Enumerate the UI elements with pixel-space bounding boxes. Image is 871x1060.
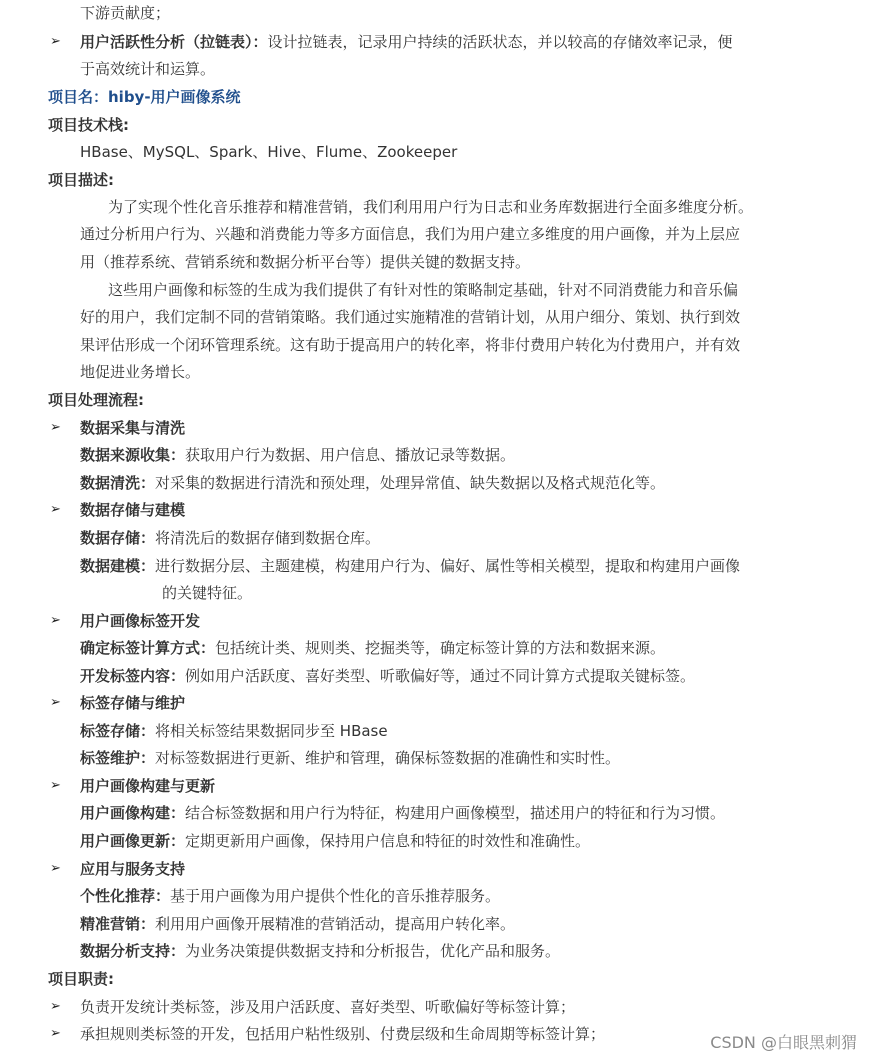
tech-stack-heading: 项目技术栈: bbox=[48, 116, 129, 134]
description-line: 果评估形成一个闭环管理系统。这有助于提高用户的转化率，将非付费用户转化为付费用户，并有效 bbox=[80, 336, 741, 354]
description-line: 好的用户，我们定制不同的营销策略。我们通过实施精准的营销计划，从用户细分、策划、执行到效 bbox=[80, 308, 741, 326]
process-item-label: 用户画像更新： bbox=[80, 832, 186, 850]
continuation-text: 下游贡献度； bbox=[80, 4, 171, 22]
process-item-label: 标签维护： bbox=[80, 749, 156, 767]
process-item-text: 对标签数据进行更新、维护和管理，确保标签数据的准确性和实时性。 bbox=[155, 749, 621, 767]
process-stage-title: 应用与服务支持 bbox=[80, 860, 186, 878]
bullet-arrow-icon: ➢ bbox=[50, 502, 61, 517]
process-item-text: 获取用户行为数据、用户信息、播放记录等数据。 bbox=[185, 446, 516, 464]
description-line: 用（推荐系统、营销系统和数据分析平台等）提供关键的数据支持。 bbox=[80, 253, 531, 271]
process-stage-title: 数据采集与清洗 bbox=[80, 419, 186, 437]
duty-item: 承担规则类标签的开发，包括用户粘性级别、付费层级和生命周期等标签计算； bbox=[80, 1025, 606, 1043]
process-item bbox=[80, 831, 590, 853]
process-item-label: 数据来源收集： bbox=[80, 446, 186, 464]
description-line: 这些用户画像和标签的生成为我们提供了有针对性的策略制定基础，针对不同消费能力和音乐偏 bbox=[108, 281, 739, 299]
process-item-text: 为业务决策提供数据支持和分析报告，优化产品和服务。 bbox=[185, 942, 561, 960]
process-item bbox=[80, 666, 695, 688]
process-heading: 项目处理流程: bbox=[48, 391, 144, 409]
bullet-arrow-icon: ➢ bbox=[50, 861, 61, 876]
bullet-arrow-icon: ➢ bbox=[50, 695, 61, 710]
process-item bbox=[80, 886, 500, 908]
bullet-arrow-icon: ➢ bbox=[50, 1026, 61, 1041]
process-item-label: 标签存储： bbox=[80, 722, 156, 740]
process-item-label: 用户画像构建： bbox=[80, 804, 186, 822]
activity-analysis-item bbox=[80, 32, 733, 54]
description-line: 地促进业务增长。 bbox=[80, 363, 201, 381]
process-item bbox=[80, 638, 665, 660]
duties-heading: 项目职责: bbox=[48, 970, 114, 988]
description-heading: 项目描述: bbox=[48, 171, 114, 189]
process-item-text: 利用用户画像开展精准的营销活动，提高用户转化率。 bbox=[155, 915, 516, 933]
process-item bbox=[80, 748, 620, 770]
bullet-arrow-icon: ➢ bbox=[50, 999, 61, 1014]
process-item-text: 进行数据分层、主题建模，构建用户行为、偏好、属性等相关模型，提取和构建用户画像 bbox=[155, 557, 741, 575]
bullet-arrow-icon: ➢ bbox=[50, 420, 61, 435]
process-item-label: 个性化推荐： bbox=[80, 887, 171, 905]
process-item-label: 精准营销： bbox=[80, 915, 156, 933]
process-item bbox=[80, 803, 725, 825]
process-item-text: 包括统计类、规则类、挖掘类等，确定标签计算的方法和数据来源。 bbox=[215, 639, 666, 657]
process-item-text: 例如用户活跃度、喜好类型、听歌偏好等，通过不同计算方式提取关键标签。 bbox=[185, 667, 696, 685]
bullet-arrow-icon: ➢ bbox=[50, 613, 61, 628]
process-item bbox=[80, 941, 560, 963]
process-item-label: 数据清洗： bbox=[80, 474, 156, 492]
process-item-text: 定期更新用户画像，保持用户信息和特征的时效性和准确性。 bbox=[185, 832, 591, 850]
process-item bbox=[80, 445, 515, 467]
process-item-label: 数据存储： bbox=[80, 529, 156, 547]
process-item bbox=[80, 528, 380, 550]
tech-stack-list: HBase、MySQL、Spark、Hive、Flume、Zookeeper bbox=[80, 143, 458, 161]
activity-text: 设计拉链表，记录用户持续的活跃状态，并以较高的存储效率记录，便 bbox=[267, 33, 733, 51]
csdn-watermark: CSDN @白眼黑刺猬 bbox=[710, 1033, 857, 1052]
process-stage-title: 用户画像标签开发 bbox=[80, 612, 201, 630]
project-name-heading: 项目名：hiby-用户画像系统 bbox=[48, 88, 241, 106]
process-item bbox=[80, 556, 740, 578]
description-line: 通过分析用户行为、兴趣和消费能力等多方面信息，我们为用户建立多维度的用户画像，并为上层应 bbox=[80, 225, 741, 243]
bullet-arrow-icon: ➢ bbox=[50, 34, 61, 49]
process-item-text: 对采集的数据进行清洗和预处理，处理异常值、缺失数据以及格式规范化等。 bbox=[155, 474, 666, 492]
process-item-text-cont: 的关键特征。 bbox=[162, 584, 253, 602]
process-item-label: 确定标签计算方式： bbox=[80, 639, 216, 657]
process-item-label: 开发标签内容： bbox=[80, 667, 186, 685]
bullet-arrow-icon: ➢ bbox=[50, 778, 61, 793]
process-item-text: 将清洗后的数据存储到数据仓库。 bbox=[155, 529, 381, 547]
duty-item: 负责开发统计类标签，涉及用户活跃度、喜好类型、听歌偏好等标签计算； bbox=[80, 998, 576, 1016]
process-item-text: 将相关标签结果数据同步至 HBase bbox=[155, 722, 388, 740]
description-line: 为了实现个性化音乐推荐和精准营销，我们利用用户行为日志和业务库数据进行全面多维度分析。 bbox=[108, 198, 754, 216]
process-item-label: 数据分析支持： bbox=[80, 942, 186, 960]
process-item-label: 数据建模： bbox=[80, 557, 156, 575]
process-stage-title: 用户画像构建与更新 bbox=[80, 777, 216, 795]
activity-text-cont: 于高效统计和运算。 bbox=[80, 60, 216, 78]
process-item bbox=[80, 473, 665, 495]
process-stage-title: 标签存储与维护 bbox=[80, 694, 186, 712]
process-item-text: 基于用户画像为用户提供个性化的音乐推荐服务。 bbox=[170, 887, 501, 905]
process-item-text: 结合标签数据和用户行为特征，构建用户画像模型，描述用户的特征和行为习惯。 bbox=[185, 804, 726, 822]
process-item bbox=[80, 721, 388, 743]
process-stage-title: 数据存储与建模 bbox=[80, 501, 186, 519]
activity-label: 用户活跃性分析（拉链表）： bbox=[80, 33, 268, 51]
process-item bbox=[80, 914, 515, 936]
